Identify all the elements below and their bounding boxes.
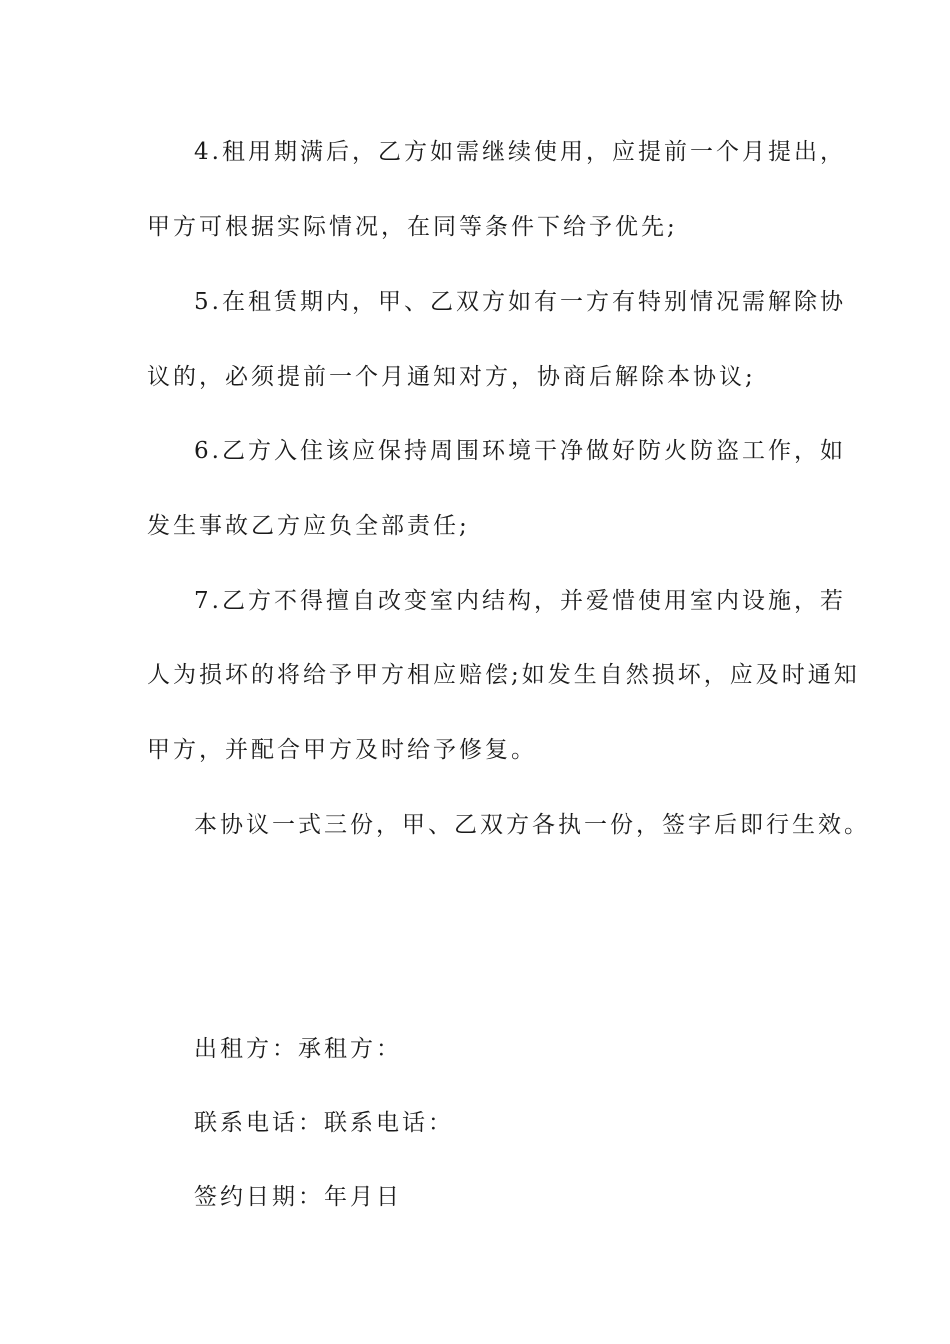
clause-5-line-1: 5.在租赁期内，甲、乙双方如有一方有特别情况需解除协 [194,289,846,315]
signature-phones: 联系电话：联系电话： [194,1110,454,1136]
clause-4-line-2: 甲方可根据实际情况，在同等条件下给予优先; [147,214,678,240]
clause-4-line-1: 4.租用期满后，乙方如需继续使用，应提前一个月提出， [194,139,846,165]
signature-date: 签约日期：年月日 [194,1184,402,1210]
clause-5-line-2: 议的，必须提前一个月通知对方，协商后解除本协议; [147,364,756,390]
signature-parties: 出租方：承租方： [194,1036,402,1062]
clause-7-line-2: 人为损坏的将给予甲方相应赔偿;如发生自然损坏，应及时通知 [147,662,860,688]
clause-6-line-2: 发生事故乙方应负全部责任; [147,513,470,539]
closing-statement: 本协议一式三份，甲、乙双方各执一份，签字后即行生效。 [194,812,870,838]
clause-6-line-1: 6.乙方入住该应保持周围环境干净做好防火防盗工作，如 [194,438,846,464]
clause-7-line-3: 甲方，并配合甲方及时给予修复。 [147,737,537,763]
clause-7-line-1: 7.乙方不得擅自改变室内结构，并爱惜使用室内设施，若 [194,588,846,614]
